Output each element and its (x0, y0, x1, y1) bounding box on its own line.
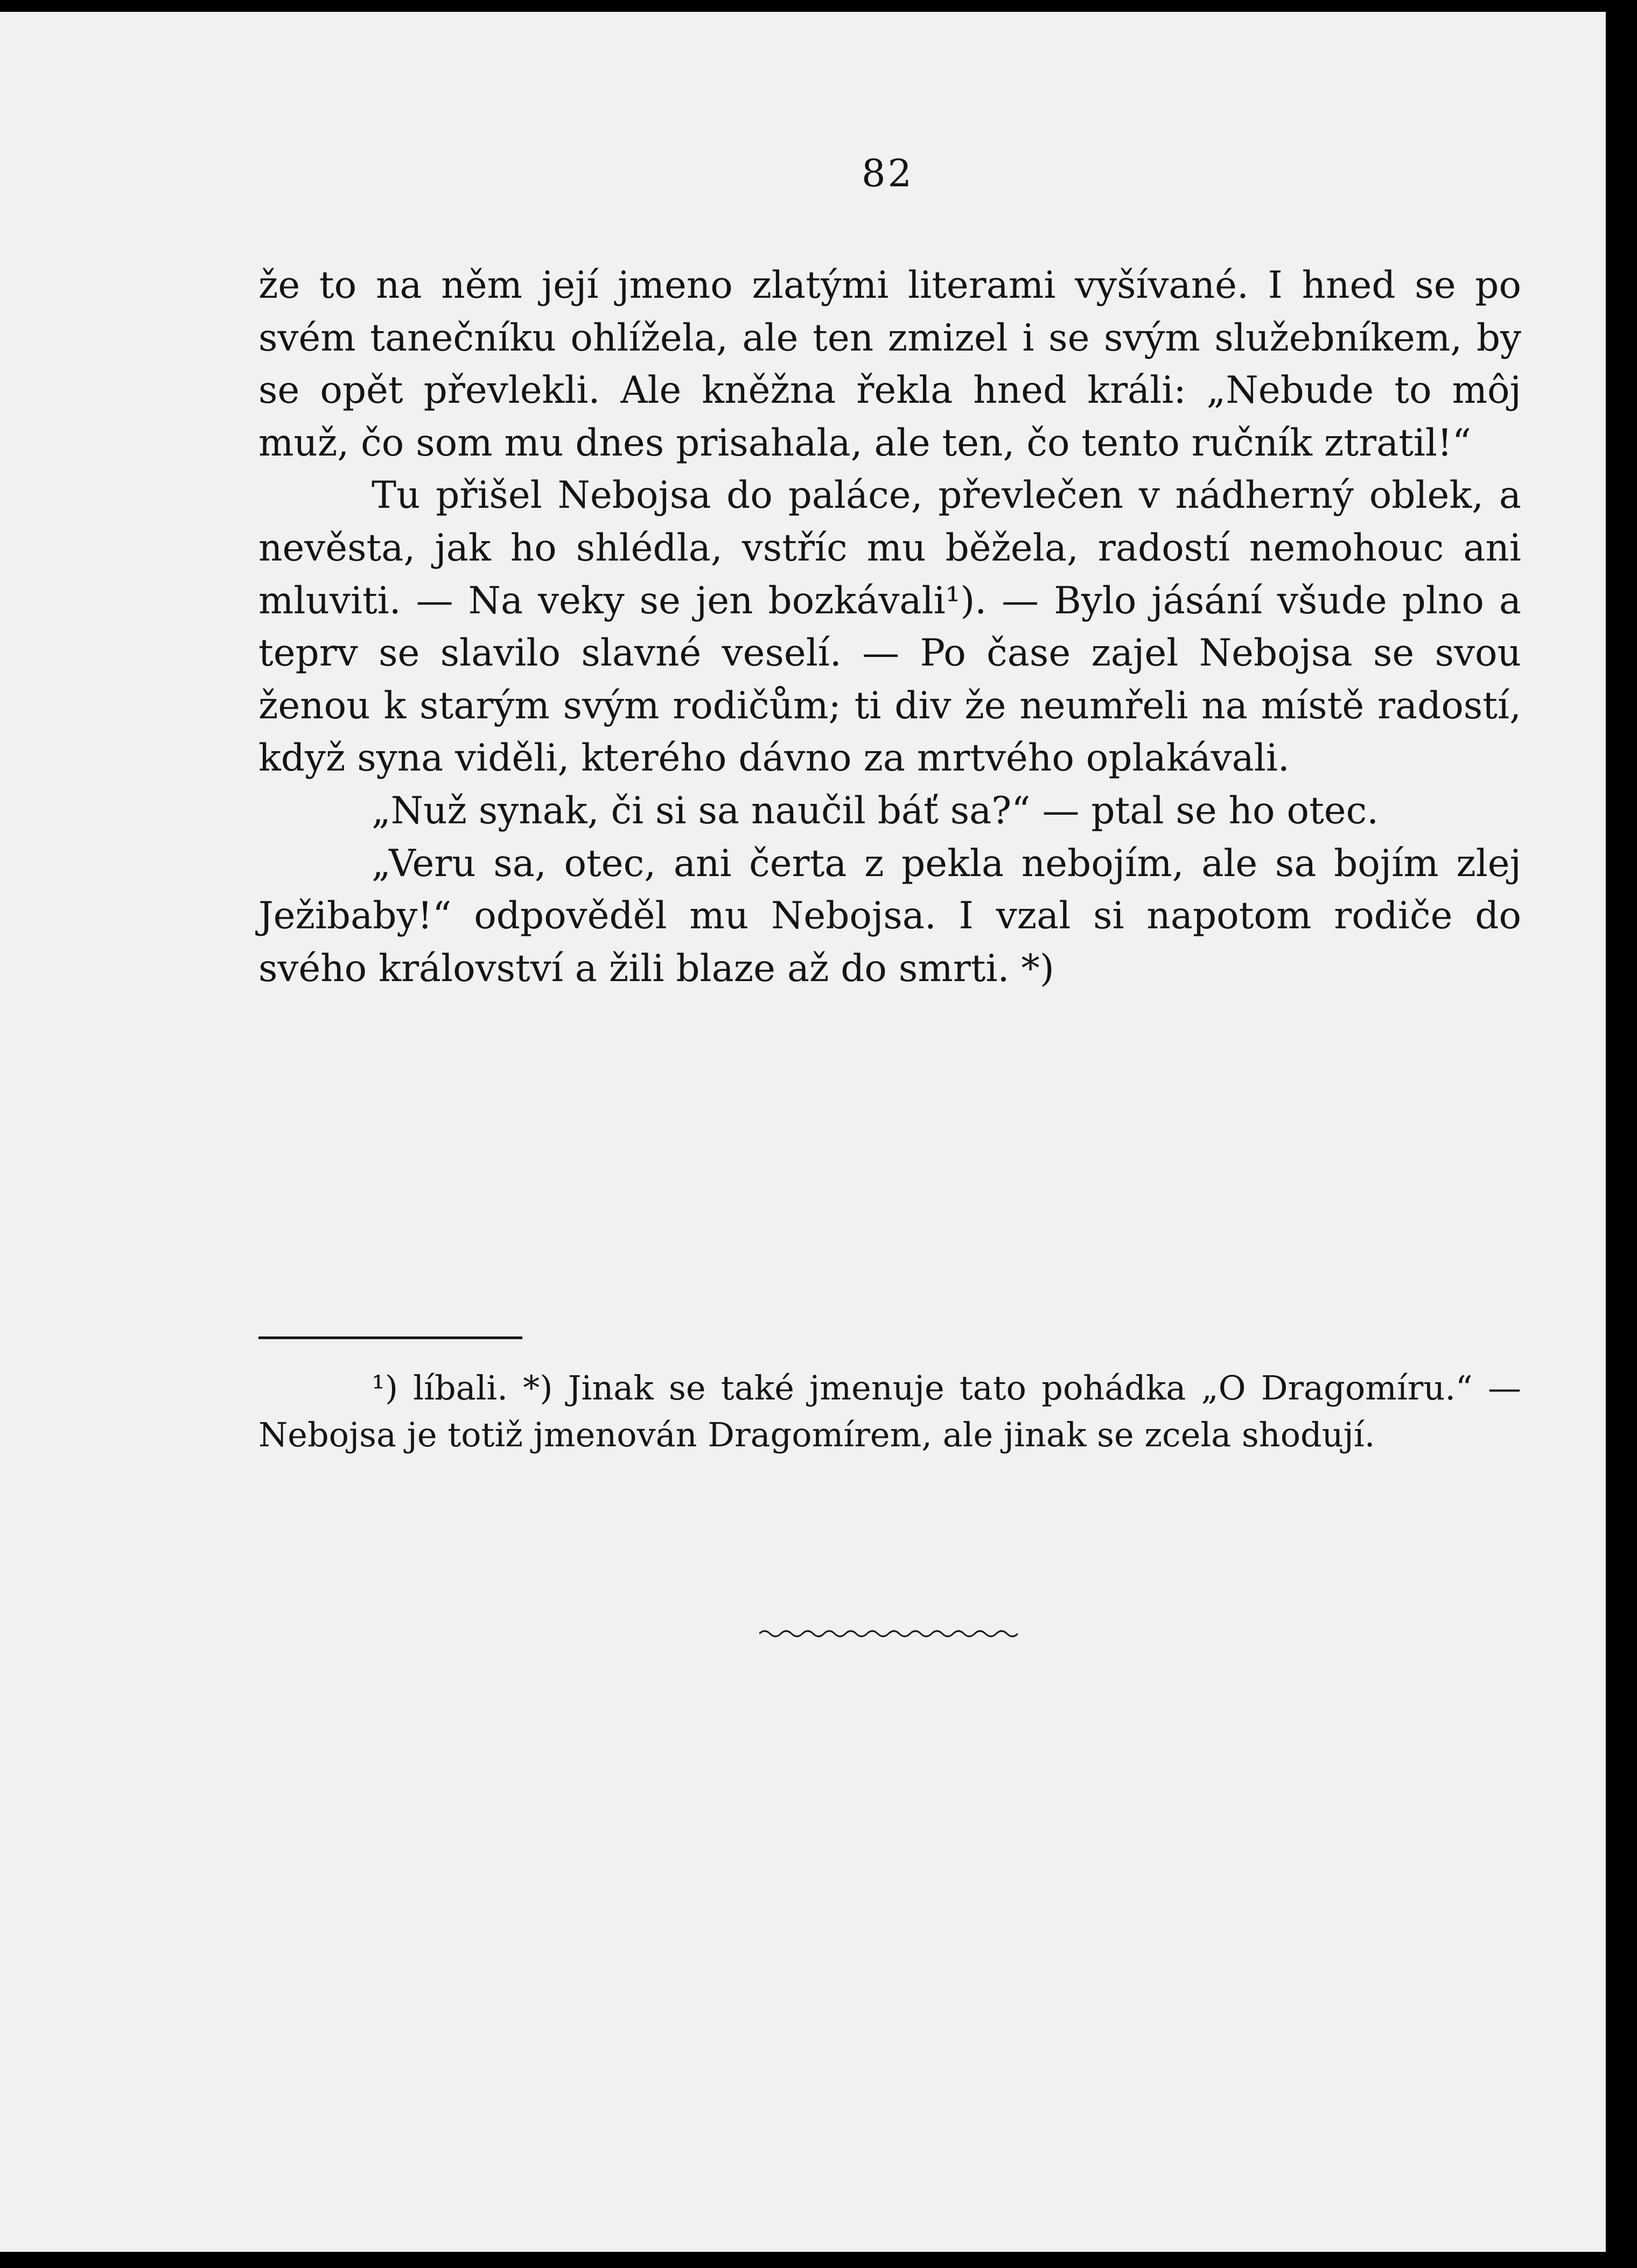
paragraph-1: že to na něm její jmeno zlatými literami vyšívané. I hned se po svém tanečníku ohlížela, ale ten zmizel i se svým služebníkem, by se opět převlekli. Ale kněžna řekla hned králi: „Nebude to môj muž, čo som mu dnes prisahala, ale ten, čo tento ručník ztratil!“ (258, 264, 1521, 465)
page-number: 82 (862, 151, 914, 195)
paragraph-4: „Veru sa, otec, ani čerta z pekla nebojím, ale sa bojím zlej Ježibaby!“ odpověděl mu Nebojsa. I vzal si napotom rodiče do svého království a žili blaze až do smrti. *) (258, 842, 1521, 990)
footnote-separator (258, 1336, 522, 1339)
footnote: ¹) líbali. *) Jinak se také jmenuje tato pohádka „O Dragomíru.“ — Nebojsa je totiž jmenován Dragomírem, ale jinak se zcela shodují. (258, 1368, 1521, 1454)
paragraph-2: Tu přišel Nebojsa do paláce, převlečen v nádherný oblek, a nevěsta, jak ho shlédla, vstříc mu běžela, radostí nemohouc ani mluviti. — Na veky se jen bozkávali¹). — Bylo jásání všude plno a teprv se slavilo slavné veselí. — Po čase zajel Nebojsa se svou ženou k starým svým rodičům; ti div že neumřeli na místě radostí, když syna viděli, kterého dávno za mrtvého oplakávali. (258, 474, 1521, 780)
book-page (0, 12, 1606, 2252)
body-text (258, 260, 1521, 995)
paragraph-3: „Nuž synak, či si sa naučil báť sa?“ — ptal se ho otec. (372, 789, 1379, 832)
wavy-ornament-icon (759, 1626, 1018, 1642)
